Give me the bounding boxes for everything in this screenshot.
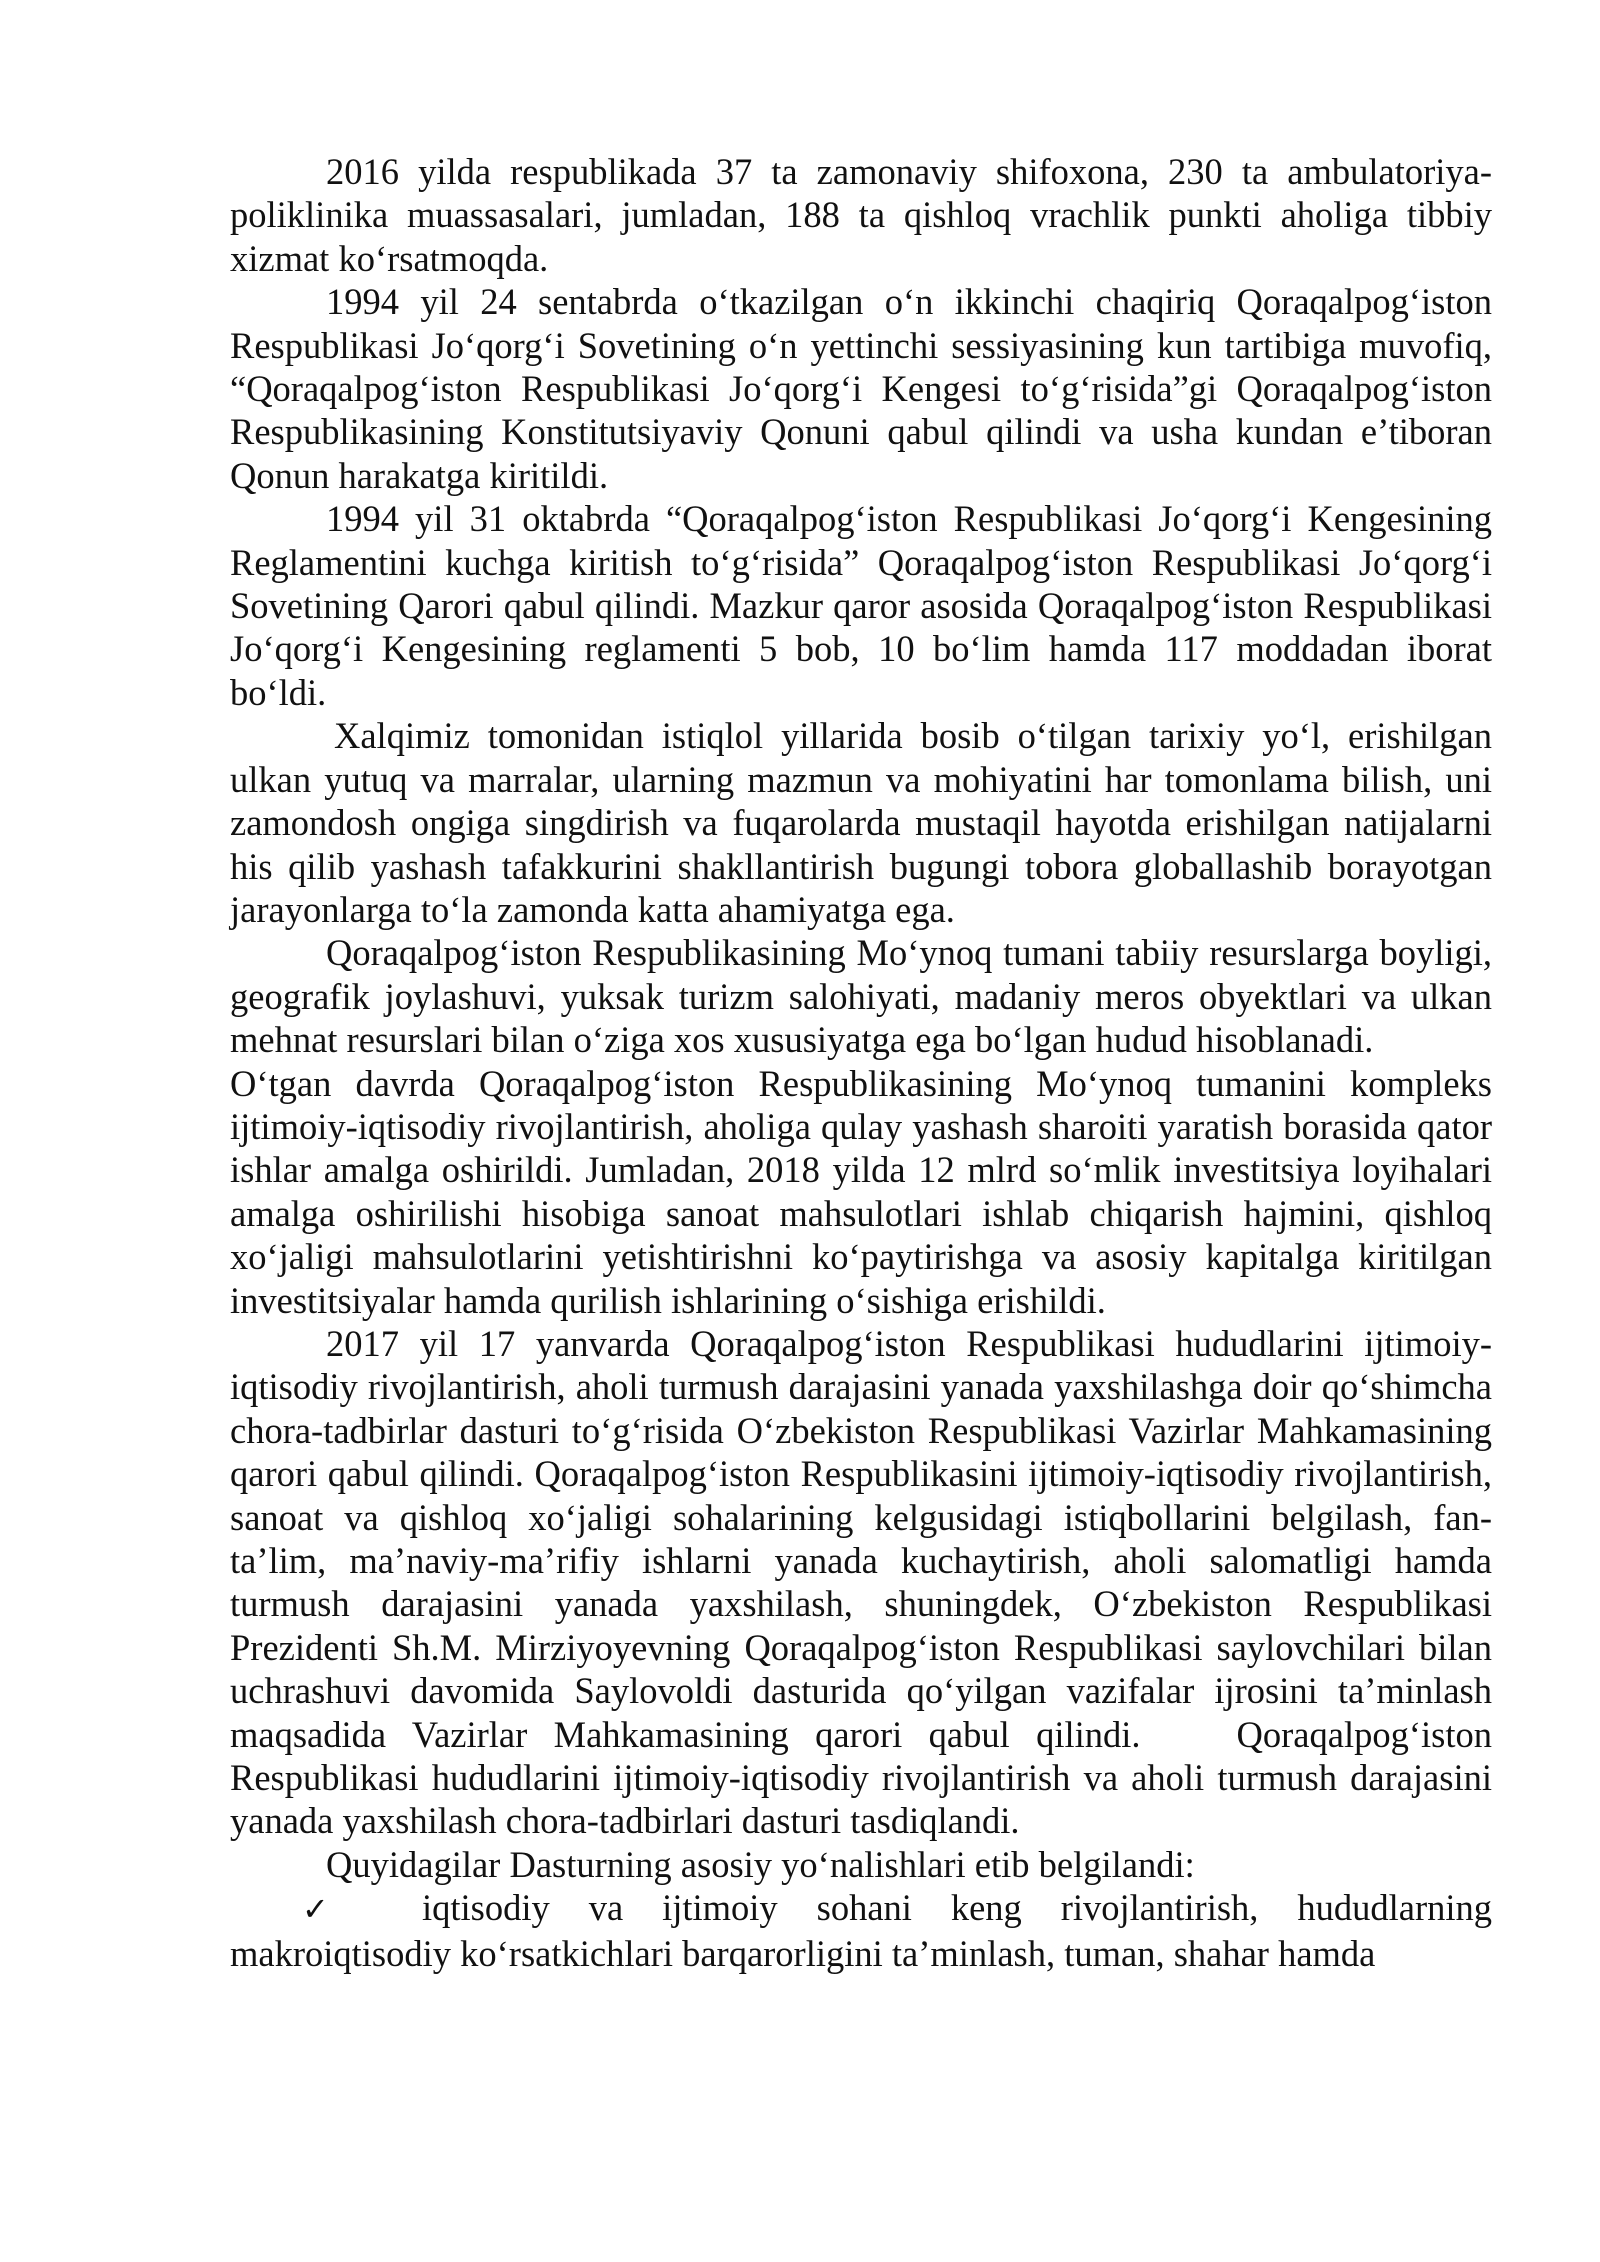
- paragraph-program-directions: Quyidagilar Dasturning asosiy yo‘nalishlari etib belgilandi:: [326, 1843, 1195, 1885]
- paragraph-hospitals: 2016 yilda respublikada 37 ta zamonaviy shifoxona, 230 ta ambulatoriya-poliklinika muassasalari, jumladan, 188 ta qishloq vrachlik punkti aholiga tibbiy xizmat ko‘rsatmoqda.: [230, 151, 1492, 279]
- bullet-item: [230, 1886, 1492, 1975]
- paragraph-independence: Xalqimiz tomonidan istiqlol yillarida bosib o‘tilgan tarixiy yo‘l, erishilgan ulkan yutuq va marralar, ularning mazmun va mohiyatini har tomonlama bilish, uni zamondosh ongiga singdirish va fuqarolarda mustaqil hayotda erishilgan natijalarni his qilib yashash tafakkurini shakllantirish bugungi tobora globallashib borayotgan jarayonlarga to‘la zamonda katta ahamiyatga ega.: [230, 715, 1492, 930]
- paragraph-constitutional-law: 1994 yil 24 sentabrda o‘tkazilgan o‘n ikkinchi chaqiriq Qoraqalpog‘iston Respublikasi Jo‘qorg‘i Sovetining o‘n yettinchi sessiyasining kun tartibiga muvofiq, “Qoraqalpog‘iston Respublikasi Jo‘qorg‘i Kengesi to‘g‘risida”gi Qoraqalpog‘iston Respublikasining Konstitutsiyaviy Qonuni qabul qilindi va usha kundan e’tiboran Qonun harakatga kiritildi.: [230, 281, 1492, 496]
- paragraph-moynoq-district: Qoraqalpog‘iston Respublikasining Mo‘ynoq tumani tabiiy resurslarga boyligi, geografik joylashuvi, yuksak turizm salohiyati, madaniy meros obyektlari va ulkan mehnat resurslari bilan o‘ziga xos xususiyatga ega bo‘lgan hudud hisoblanadi.: [230, 932, 1492, 1061]
- paragraph-reglament: 1994 yil 31 oktabrda “Qoraqalpog‘iston Respublikasi Jo‘qorg‘i Kengesining Reglamentini kuchga kiritish to‘g‘risida” Qoraqalpog‘iston Respublikasi Jo‘qorg‘i Sovetining Qarori qabul qilindi. Mazkur qaror asosida Qoraqalpog‘iston Respublikasi Jo‘qorg‘i Kengesining reglamenti 5 bob, 10 bo‘lim hamda 117 moddadan iborat bo‘ldi.: [230, 498, 1492, 713]
- paragraph-2017-resolution-text: 2017 yil 17 yanvarda Qoraqalpog‘iston Respublikasi hududlarini ijtimoiy-iqtisodiy rivojlantirish, aholi turmush darajasini yanada yaxshilashga doir qo‘shimcha chora-tadbirlar dasturi to‘g‘risida O‘zbekiston Respublikasi Vazirlar Mahkamasining qarori qabul qilindi. Qoraqalpog‘iston Respublikasini ijtimoiy-iqtisodiy rivojlantirish, sanoat va qishloq xo‘jaligi sohalarining kelgusidagi istiqbollarini belgilash, fan-ta’lim, ma’naviy-ma’rifiy ishlarni yanada kuchaytirish, aholi salomatligi hamda turmush darajasini yanada yaxshilash, shuningdek, O‘zbekiston Respublikasi Prezidenti Sh.M. Mirziyoyevning Qoraqalpog‘iston Respublikasi saylovchilari bilan uchrashuvi davomida Saylovoldi dasturida qo‘yilgan vazifalar ijrosini ta’minlash maqsadida Vazirlar Mahkamasining qarori qabul qilindi.: [230, 1322, 1492, 1755]
- paragraph-program-approved-text: Qoraqalpog‘iston Respublikasi hududlarini ijtimoiy-iqtisodiy rivojlantirish va aholi turmush darajasini yanada yaxshilash chora-tadbirlari dasturi tasdiqlandi.: [230, 1713, 1492, 1842]
- document-page: [230, 150, 1492, 1975]
- bullet-item-text: iqtisodiy va ijtimoiy sohani keng rivojlantirish, hududlarning makroiqtisodiy ko‘rsatkichlari barqarorligini ta’minlash, tuman, shahar hamda: [230, 1887, 1492, 1974]
- paragraph-2017-resolution: [230, 1322, 1492, 1843]
- checkmark-icon: ✓: [302, 1890, 329, 1929]
- paragraph-moynoq-development: O‘tgan davrda Qoraqalpog‘iston Respublikasining Mo‘ynoq tumanini kompleks ijtimoiy-iqtisodiy rivojlantirish, aholiga qulay yashash sharoiti yaratish borasida qator ishlar amalga oshirildi. Jumladan, 2018 yilda 12 mlrd so‘mlik investitsiya loyihalari amalga oshirilishi hisobiga sanoat mahsulotlari ishlab chiqarish hajmini, qishloq xo‘jaligi mahsulotlarini yetishtirishni ko‘paytirishga va asosiy kapitalga kiritilgan investitsiyalar hamda qurilish ishlarining o‘sishiga erishildi.: [230, 1062, 1492, 1321]
